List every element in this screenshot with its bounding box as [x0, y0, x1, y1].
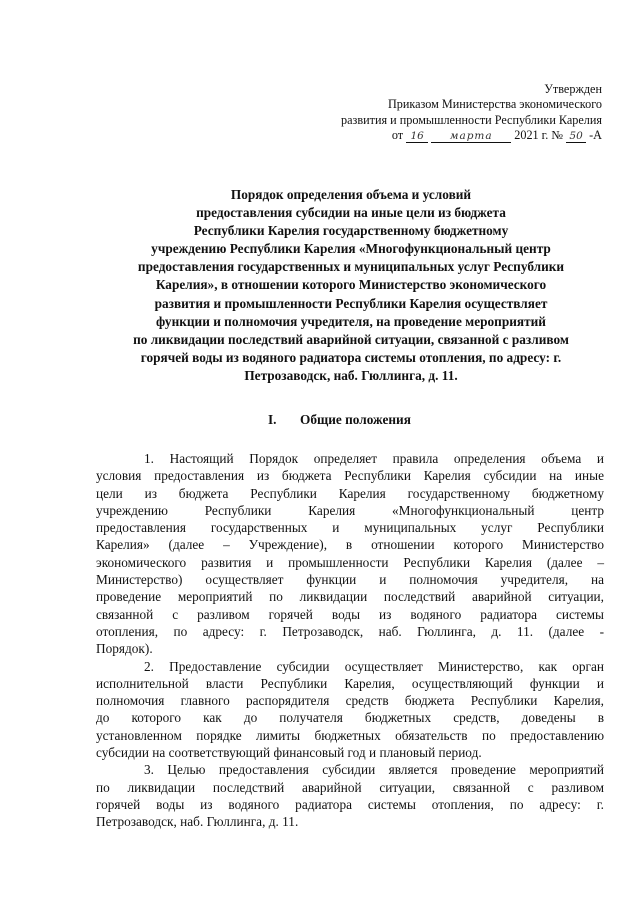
approval-line-1: Утвержден [544, 82, 602, 96]
approval-line-3: развития и промышленности Республики Карелия [341, 112, 602, 127]
title-line: Петрозаводск, наб. Гюллинга, д. 11. [244, 367, 458, 383]
paragraph-line: Порядок). [96, 641, 153, 657]
title-line: предоставления субсидии на иные цели из бюджета [196, 205, 506, 221]
from-label: от [391, 128, 404, 143]
title-line: по ликвидации последствий аварийной ситуации, связанной с разливом [133, 331, 569, 347]
title-line: развития и промышленности Республики Карелия осуществляет [154, 295, 548, 311]
approval-block [341, 82, 602, 144]
paragraph-line: до которого как до получателя бюджетных средств, доведены в [96, 710, 604, 726]
paragraph-line: по ликвидации последствий аварийной ситуации, связанной с разливом [96, 779, 604, 795]
title-line: Карелия», в отношении которого Министерство экономического [155, 277, 547, 293]
title-line: предоставления государственных и муниципальных услуг Республики [137, 259, 565, 275]
paragraph-line: Министерство) осуществляет функции и полномочия учредителя, на [96, 572, 604, 588]
paragraph-line: 3. Целью предоставления субсидии является проведение мероприятий [144, 762, 604, 778]
title-line: Республики Карелия государственному бюджетному [193, 223, 509, 239]
paragraph-line: 2. Предоставление субсидии осуществляет Министерство, как орган [144, 658, 604, 674]
paragraph-line: полномочия главного распорядителя средств бюджета Республики Карелия, [96, 693, 604, 709]
title-line: учреждению Республики Карелия «Многофункциональный центр [151, 241, 551, 257]
paragraph-line: 1. Настоящий Порядок определяет правила определения объема и [144, 451, 604, 466]
paragraph-line: Петрозаводск, наб. Гюллинга, д. 11. [96, 814, 299, 830]
paragraph-line: установленном порядке лимиты бюджетных обязательств по предоставлению [96, 727, 604, 743]
paragraph-2 [96, 658, 604, 762]
paragraph-line: предоставления государственных и муниципальных услуг Республики [96, 520, 604, 536]
title-line: функции и полномочия учредителя, на проведение мероприятий [156, 313, 546, 329]
handwritten-order-number: 50 [566, 130, 586, 143]
section-title: Общие положения [300, 412, 411, 427]
document-body [96, 450, 604, 831]
order-suffix: -А [589, 128, 602, 143]
paragraph-line: экономического развития и промышленности Республики Карелия (далее – [96, 554, 604, 570]
paragraph-line: субсидии на соответствующий финансовый год и плановый период. [96, 745, 482, 761]
handwritten-day: 16 [406, 130, 428, 143]
paragraph-line: цели из бюджета Республики Карелия государственному бюджетному [96, 485, 604, 501]
document-title [96, 186, 606, 385]
paragraph-line: проведение мероприятий по ликвидации последствий аварийной ситуации, [96, 589, 604, 605]
paragraph-3 [96, 761, 604, 830]
paragraph-line: учреждению Республики Карелия «Многофункциональный центр [96, 502, 604, 518]
paragraph-line: отопления, по адресу: г. Петрозаводск, наб. Гюллинга, д. 11. (далее - [96, 623, 604, 639]
title-line: Порядок определения объема и условий [230, 187, 472, 202]
paragraph-line: связанной с разливом горячей воды из водяного радиатора системы [96, 606, 604, 622]
section-number: I. [268, 412, 277, 427]
approval-date-line [341, 128, 602, 143]
year-label: 2021 г. № [514, 128, 564, 143]
title-line: горячей воды из водяного радиатора системы отопления, по адресу: г. [140, 349, 562, 365]
approval-line-2: Приказом Министерства экономического [387, 97, 602, 112]
paragraph-line: Карелия» (далее – Учреждение), в отношении которого Министерство [96, 537, 604, 553]
handwritten-month: марта [431, 130, 511, 143]
paragraph-line: условия предоставления из бюджета Республики Карелия субсидии на иные [96, 468, 604, 484]
paragraph-1 [96, 450, 604, 658]
paragraph-line: исполнительной власти Республики Карелия, осуществляющий функции и [96, 675, 604, 691]
paragraph-line: горячей воды из водяного радиатора системы отопления, по адресу: г. [96, 796, 604, 812]
